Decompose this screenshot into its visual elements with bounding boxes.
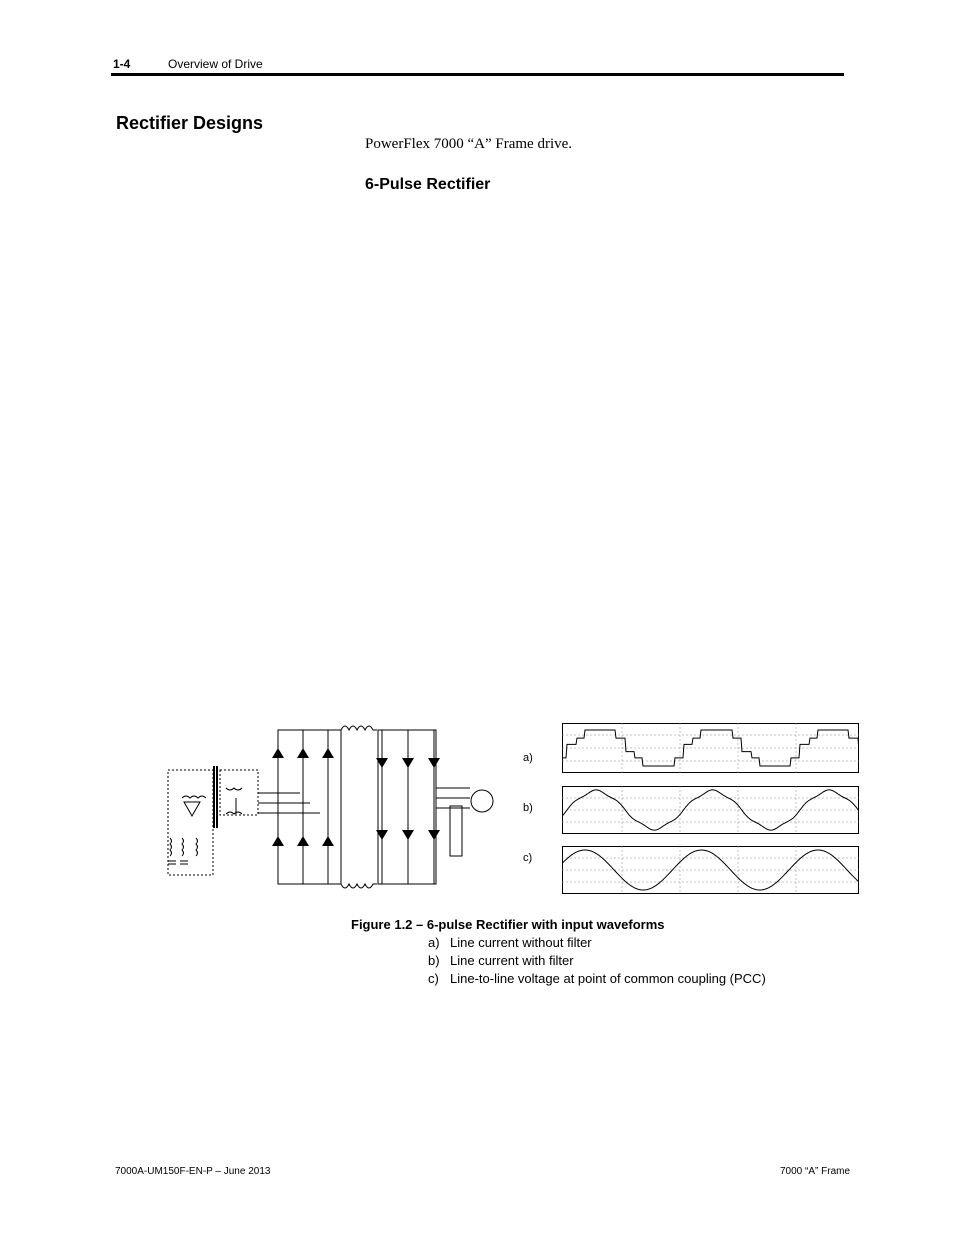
caption-item-letter: a) [428, 935, 440, 950]
rectifier-schematic [160, 718, 495, 895]
footer-frame: 7000 “A” Frame [780, 1166, 851, 1177]
caption-item [428, 935, 592, 950]
caption-item-text: Line current without filter [450, 935, 592, 950]
caption-item-text: Line-to-line voltage at point of common coupling (PCC) [450, 971, 766, 986]
waveform-plot-b [562, 786, 859, 834]
caption-item-letter: c) [428, 971, 439, 986]
plot-label-c: c) [523, 852, 533, 864]
running-header: Overview of Drive [168, 57, 263, 71]
waveform-plot-c [562, 846, 859, 894]
intro-text: PowerFlex 7000 “A” Frame drive. [365, 136, 573, 152]
header-rule [111, 73, 844, 76]
waveform-plot-a [562, 723, 859, 773]
subheading: 6-Pulse Rectifier [365, 176, 491, 193]
caption-item [428, 971, 766, 986]
plot-label-b: b) [523, 802, 533, 814]
caption-item-text: Line current with filter [450, 953, 574, 968]
figure-caption: Figure 1.2 – 6-pulse Rectifier with input waveforms [351, 917, 665, 932]
caption-item-letter: b) [428, 953, 440, 968]
caption-item [428, 953, 574, 968]
section-title: Rectifier Designs [116, 113, 264, 133]
page-number: 1-4 [113, 57, 131, 71]
plot-label-a: a) [523, 752, 533, 764]
footer-publication: 7000A-UM150F-EN-P – June 2013 [115, 1166, 271, 1177]
